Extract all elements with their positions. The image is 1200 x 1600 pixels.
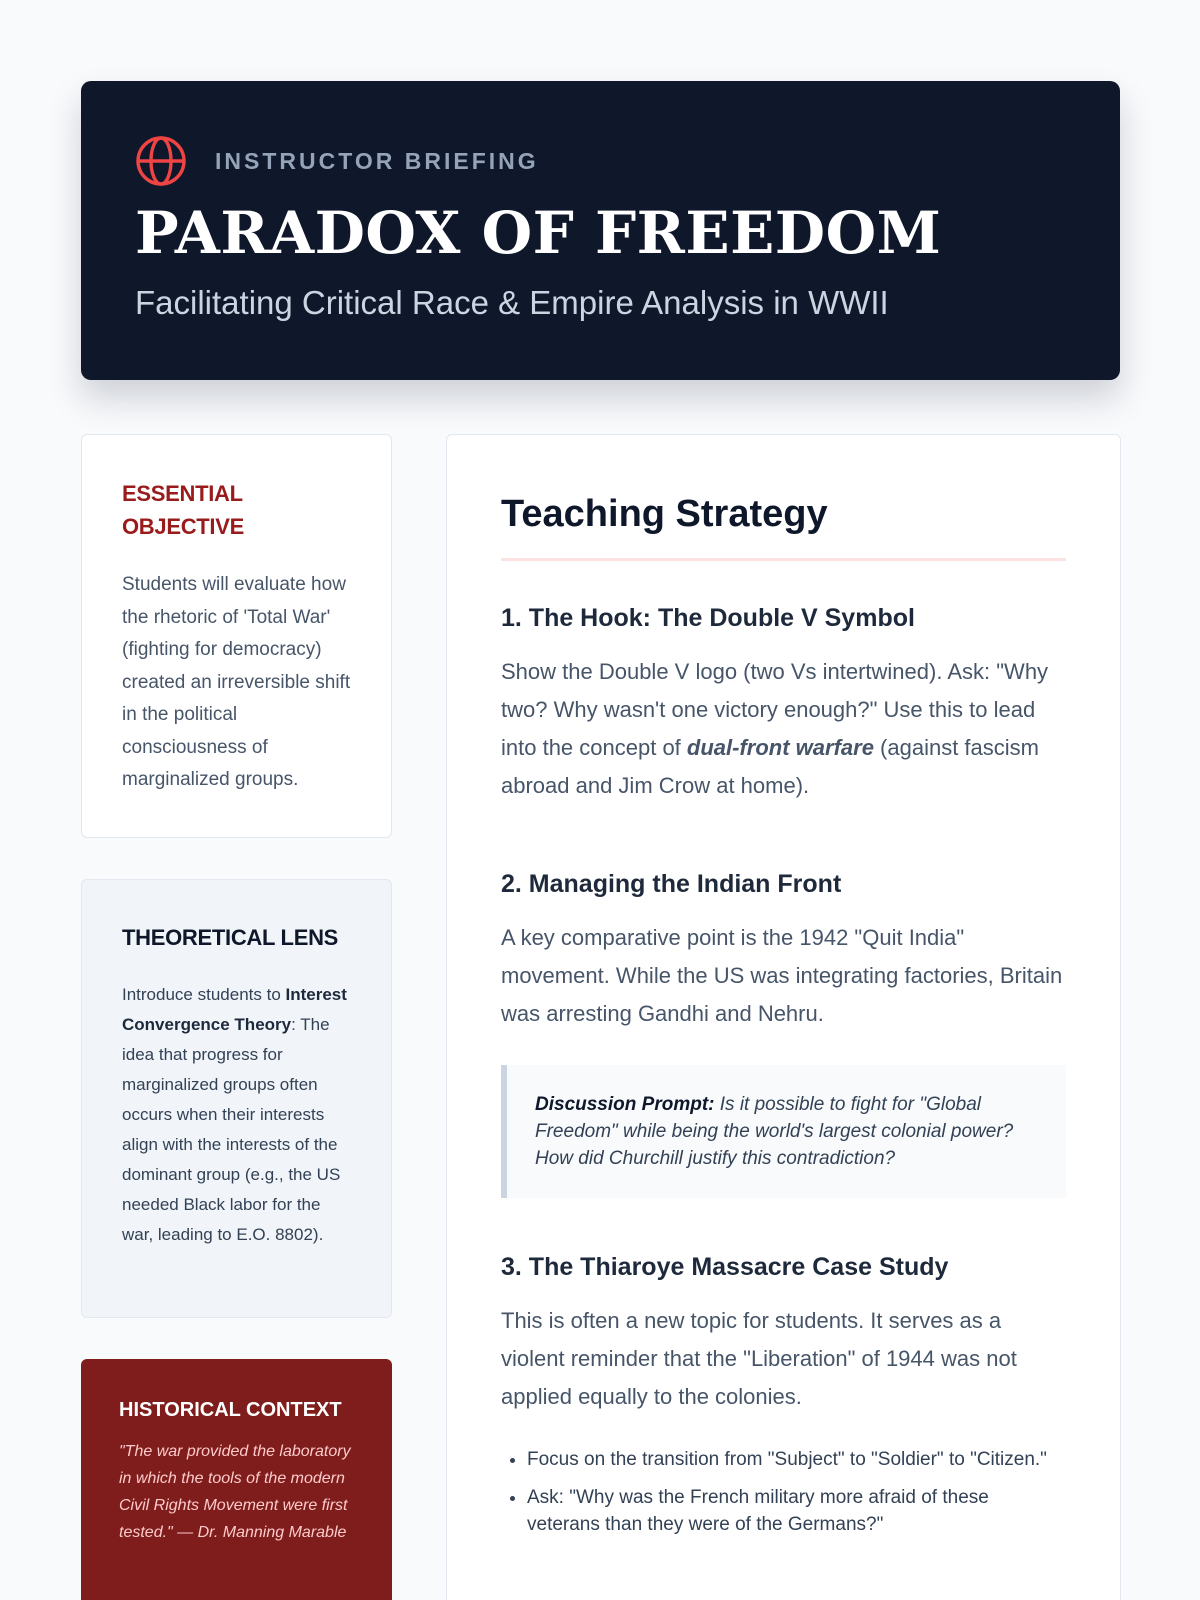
lens-intro: Introduce students to xyxy=(122,985,286,1004)
objective-text: Students will evaluate how the rhetoric of 'Total War' (fighting for democracy) created an irreversible shift in the political consciousness of marginalized groups. xyxy=(122,574,351,790)
teaching-strategy-panel xyxy=(446,434,1121,1600)
objective-title: ESSENTIAL OBJECTIVE xyxy=(122,481,244,539)
lens-term: Interest Convergence Theory xyxy=(122,985,347,1034)
header-eyebrow-row xyxy=(135,135,539,187)
essential-objective-card xyxy=(81,434,392,838)
list-item: • Focus on the transition from "Subject" to "Soldier" to "Citizen." xyxy=(527,1446,1066,1473)
context-quote: "The war provided the laboratory in which the tools of the modern Civil Rights Movement were first tested." — Dr. Manning Marable xyxy=(119,1443,351,1541)
context-title: HISTORICAL CONTEXT xyxy=(119,1399,342,1421)
lens-title: THEORETICAL LENS xyxy=(122,925,339,950)
theoretical-lens-card xyxy=(81,879,392,1318)
lens-text xyxy=(122,980,351,1250)
header-eyebrow: INSTRUCTOR BRIEFING xyxy=(215,147,539,174)
globe-icon xyxy=(135,135,187,187)
page-title: PARADOX OF FREEDOM xyxy=(135,199,942,267)
lens-definition: : The idea that progress for marginalized groups often occurs when their interests align with the interests of the dominant group (e.g., the US needed Black labor for the war, leading to E.O. 8802). xyxy=(122,1015,341,1244)
section-text-part: (against fascism abroad and Jim Crow at home). xyxy=(501,735,1039,798)
briefing-header xyxy=(81,81,1120,380)
strategy-section-thiaroye xyxy=(501,1250,1066,1538)
prompt-text: Is it possible to fight for "Global Freedom" while being the world's largest colonial power? How did Churchill justify this contradiction? xyxy=(535,1094,1014,1169)
strategy-section-indian-front xyxy=(501,867,1066,1198)
section-heading: 3. The Thiaroye Massacre Case Study xyxy=(501,1253,949,1281)
page-subtitle: Facilitating Critical Race & Empire Analysis in WWII xyxy=(135,284,889,321)
strategy-title: Teaching Strategy xyxy=(501,493,1066,561)
section-text: This is often a new topic for students. It serves as a violent reminder that the "Liberation" of 1944 was not applied equally to the colonies. xyxy=(501,1308,1017,1409)
section-heading: 2. Managing the Indian Front xyxy=(501,870,842,898)
strategy-section-hook xyxy=(501,601,1066,805)
historical-context-card xyxy=(81,1359,392,1600)
section-text xyxy=(501,653,1066,805)
section-text: A key comparative point is the 1942 "Quit India" movement. While the US was integrating factories, Britain was arresting Gandhi and Nehru. xyxy=(501,925,1063,1026)
prompt-label: Discussion Prompt: xyxy=(535,1094,715,1115)
list-item: • Ask: "Why was the French military more afraid of these veterans than they were of the Germans?" xyxy=(527,1484,1066,1538)
section-text-part: Show the Double V logo (two Vs intertwined). Ask: "Why two? Why wasn't one victory enough?" Use this to lead into the concept of xyxy=(501,659,1049,760)
emphasis-term: dual-front warfare xyxy=(686,735,874,760)
section-heading: 1. The Hook: The Double V Symbol xyxy=(501,604,915,632)
case-study-list xyxy=(501,1446,1066,1538)
discussion-prompt xyxy=(501,1065,1066,1198)
